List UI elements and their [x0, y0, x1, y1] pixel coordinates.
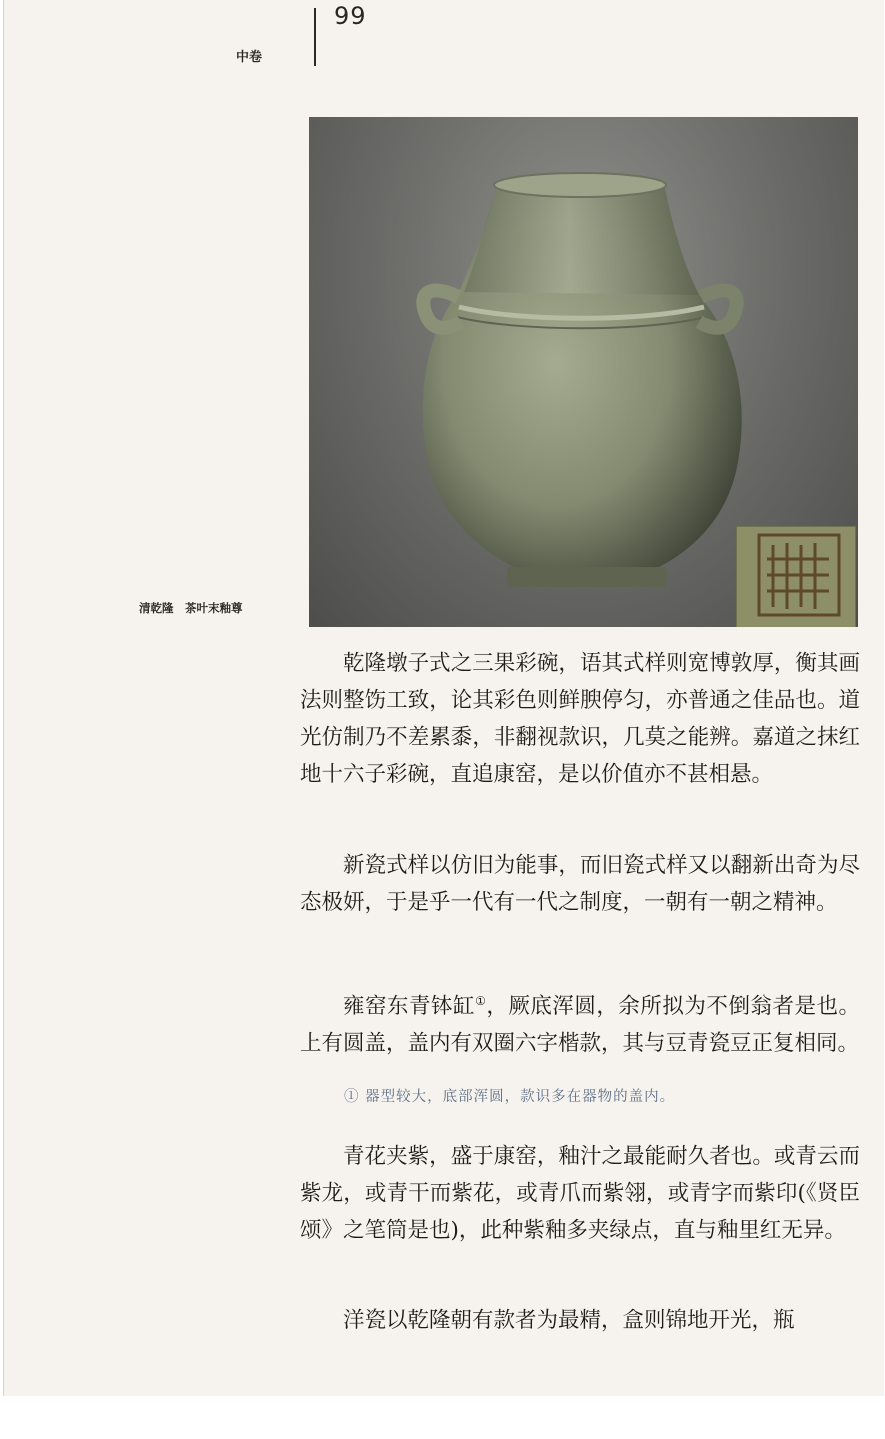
paragraph-text-start: 雍窑东青钵缸: [343, 994, 476, 1020]
paragraph-text-rest: ，厥底浑圆，余所拟为不倒翁者是也。上有圆盖，盖内有双圈六字楷款，其与豆青瓷豆正复相同。: [300, 994, 860, 1057]
paragraph-text: 洋瓷以乾隆朝有款者为最精，盒则锦地开光，瓶: [343, 1308, 795, 1333]
paragraph-text: 新瓷式样以仿旧为能事，而旧瓷式样又以翻新出奇为尽态极妍，于是乎一代有一代之制度，一朝有一朝之精神。: [300, 853, 860, 915]
header-divider: [314, 8, 316, 66]
footnote: ① 器型较大，底部浑圆，款识多在器物的盖内。: [344, 1089, 676, 1105]
page-number: 99: [334, 2, 367, 30]
paragraph-5: [300, 1302, 860, 1339]
paragraph-1: [300, 645, 860, 793]
paragraph-text: [300, 983, 860, 1062]
figure-caption: 清乾隆 茶叶末釉尊: [139, 601, 243, 615]
paragraph-3: [300, 983, 860, 1062]
paragraph-text: 青花夹紫，盛于康窑，釉汁之最能耐久者也。或青云而紫龙，或青干而紫花，或青爪而紫翎，或青字而紫印(《贤臣颂》之笔筒是也)，此种紫釉多夹绿点，直与釉里红无异。: [300, 1144, 860, 1243]
vase-photograph: [309, 117, 858, 627]
vase-neck: [464, 185, 699, 295]
vase-mouth: [494, 173, 666, 197]
paragraph-text: 乾隆墩子式之三果彩碗，语其式样则宽博敦厚，衡其画法则整饬工致，论其彩色则鲜腴停匀，亦普通之佳品也。道光仿制乃不差累黍，非翻视款识，几莫之能辨。嘉道之抹红地十六子彩碗，直追康窑，是以价值亦不甚相悬。: [300, 651, 860, 787]
vase-foot: [507, 567, 667, 587]
paragraph-4: [300, 1138, 860, 1249]
footnote-marker: ①: [475, 994, 487, 1008]
paragraph-2: [300, 847, 860, 921]
volume-label: 中卷: [236, 50, 263, 65]
reign-mark-seal: [736, 526, 856, 627]
scan-margin: [0, 1396, 885, 1439]
seal-mark: [737, 527, 855, 627]
